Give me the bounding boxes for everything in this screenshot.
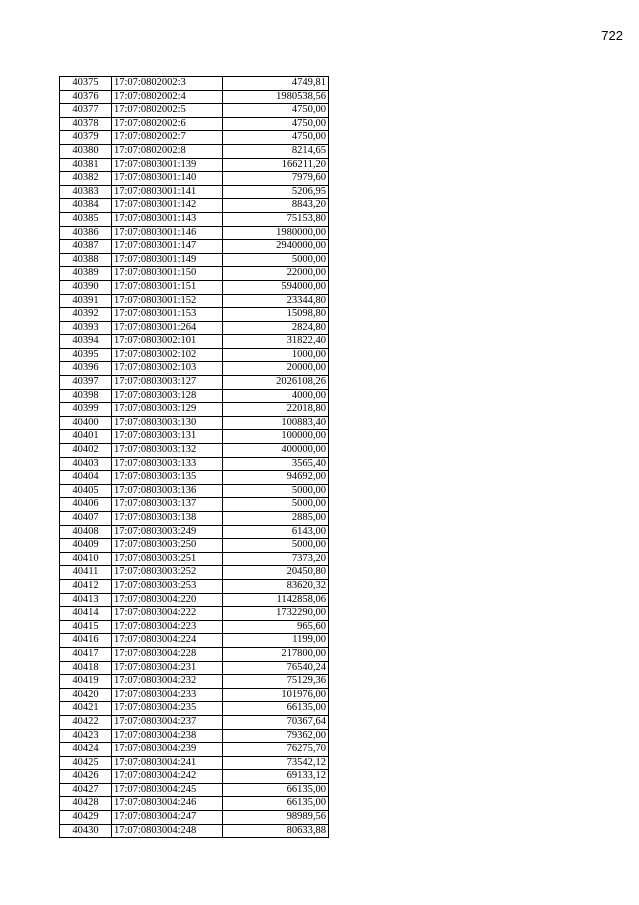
- table-row: [60, 308, 329, 322]
- row-number: 40376: [60, 90, 112, 104]
- table-row: [60, 484, 329, 498]
- cadastral-value: 7979,60: [223, 172, 329, 186]
- table-row: [60, 104, 329, 118]
- row-number: 40430: [60, 824, 112, 838]
- cadastral-number: 17:07:0803001:142: [112, 199, 223, 213]
- table-row: [60, 620, 329, 634]
- table-row: [60, 688, 329, 702]
- row-number: 40428: [60, 797, 112, 811]
- row-number: 40421: [60, 702, 112, 716]
- cadastral-number: 17:07:0803003:138: [112, 512, 223, 526]
- cadastral-number: 17:07:0803003:128: [112, 389, 223, 403]
- cadastral-value: 75129,36: [223, 675, 329, 689]
- table-row: [60, 566, 329, 580]
- table-row: [60, 185, 329, 199]
- table-row: [60, 416, 329, 430]
- table-body: [60, 77, 329, 838]
- table-row: [60, 389, 329, 403]
- table-row: [60, 797, 329, 811]
- table-row: [60, 675, 329, 689]
- table-row: [60, 661, 329, 675]
- cadastral-value: 75153,80: [223, 212, 329, 226]
- row-number: 40395: [60, 348, 112, 362]
- cadastral-value: 80633,88: [223, 824, 329, 838]
- cadastral-number: 17:07:0803001:146: [112, 226, 223, 240]
- cadastral-number: 17:07:0803001:139: [112, 158, 223, 172]
- row-number: 40377: [60, 104, 112, 118]
- cadastral-value: 31822,40: [223, 335, 329, 349]
- cadastral-number: 17:07:0803004:246: [112, 797, 223, 811]
- cadastral-value: 594000,00: [223, 280, 329, 294]
- cadastral-value: 1980538,56: [223, 90, 329, 104]
- table-row: [60, 376, 329, 390]
- cadastral-value: 66135,00: [223, 797, 329, 811]
- row-number: 40414: [60, 607, 112, 621]
- cadastral-value: 400000,00: [223, 444, 329, 458]
- cadastral-value: 1000,00: [223, 348, 329, 362]
- cadastral-number: 17:07:0802002:5: [112, 104, 223, 118]
- cadastral-value: 1980000,00: [223, 226, 329, 240]
- row-number: 40396: [60, 362, 112, 376]
- table-row: [60, 729, 329, 743]
- cadastral-number: 17:07:0803003:133: [112, 457, 223, 471]
- cadastral-value: 5000,00: [223, 539, 329, 553]
- table-row: [60, 444, 329, 458]
- table-row: [60, 158, 329, 172]
- table-row: [60, 77, 329, 91]
- row-number: 40381: [60, 158, 112, 172]
- cadastral-value: 70367,64: [223, 715, 329, 729]
- row-number: 40380: [60, 144, 112, 158]
- cadastral-value: 69133,12: [223, 770, 329, 784]
- cadastral-number: 17:07:0802002:7: [112, 131, 223, 145]
- cadastral-value: 83620,32: [223, 579, 329, 593]
- cadastral-number: 17:07:0803004:237: [112, 715, 223, 729]
- cadastral-number: 17:07:0803001:141: [112, 185, 223, 199]
- cadastral-number: 17:07:0803003:127: [112, 376, 223, 390]
- cadastral-value: 79362,00: [223, 729, 329, 743]
- row-number: 40410: [60, 552, 112, 566]
- table-row: [60, 702, 329, 716]
- cadastral-number: 17:07:0803001:151: [112, 280, 223, 294]
- cadastral-value: 8214,65: [223, 144, 329, 158]
- table-row: [60, 593, 329, 607]
- table-row: [60, 348, 329, 362]
- cadastral-number: 17:07:0803002:102: [112, 348, 223, 362]
- cadastral-number: 17:07:0802002:4: [112, 90, 223, 104]
- cadastral-value: 4750,00: [223, 117, 329, 131]
- row-number: 40375: [60, 77, 112, 91]
- row-number: 40387: [60, 240, 112, 254]
- cadastral-value: 4750,00: [223, 131, 329, 145]
- cadastral-value: 101976,00: [223, 688, 329, 702]
- row-number: 40403: [60, 457, 112, 471]
- cadastral-value: 73542,12: [223, 756, 329, 770]
- cadastral-value: 4000,00: [223, 389, 329, 403]
- row-number: 40426: [60, 770, 112, 784]
- cadastral-number: 17:07:0802002:6: [112, 117, 223, 131]
- cadastral-number: 17:07:0803004:235: [112, 702, 223, 716]
- row-number: 40394: [60, 335, 112, 349]
- table-row: [60, 552, 329, 566]
- row-number: 40423: [60, 729, 112, 743]
- row-number: 40425: [60, 756, 112, 770]
- cadastral-value: 66135,00: [223, 702, 329, 716]
- cadastral-number: 17:07:0803004:224: [112, 634, 223, 648]
- table-row: [60, 525, 329, 539]
- cadastral-value: 15098,80: [223, 308, 329, 322]
- row-number: 40391: [60, 294, 112, 308]
- table-row: [60, 824, 329, 838]
- row-number: 40399: [60, 403, 112, 417]
- table-row: [60, 321, 329, 335]
- row-number: 40419: [60, 675, 112, 689]
- cadastral-value: 217800,00: [223, 647, 329, 661]
- cadastral-value: 2940000,00: [223, 240, 329, 254]
- table-row: [60, 362, 329, 376]
- row-number: 40412: [60, 579, 112, 593]
- table-row: [60, 498, 329, 512]
- row-number: 40389: [60, 267, 112, 281]
- cadastral-number: 17:07:0803004:242: [112, 770, 223, 784]
- row-number: 40418: [60, 661, 112, 675]
- cadastral-number: 17:07:0803001:140: [112, 172, 223, 186]
- row-number: 40427: [60, 783, 112, 797]
- row-number: 40404: [60, 471, 112, 485]
- table-row: [60, 783, 329, 797]
- row-number: 40397: [60, 376, 112, 390]
- table-row: [60, 144, 329, 158]
- cadastral-value: 98989,56: [223, 811, 329, 825]
- table-row: [60, 335, 329, 349]
- cadastral-number: 17:07:0803001:152: [112, 294, 223, 308]
- table-row: [60, 634, 329, 648]
- cadastral-value: 8843,20: [223, 199, 329, 213]
- cadastral-value: 66135,00: [223, 783, 329, 797]
- row-number: 40382: [60, 172, 112, 186]
- cadastral-number: 17:07:0803001:150: [112, 267, 223, 281]
- row-number: 40417: [60, 647, 112, 661]
- row-number: 40416: [60, 634, 112, 648]
- table-row: [60, 430, 329, 444]
- table-row: [60, 770, 329, 784]
- cadastral-value: 23344,80: [223, 294, 329, 308]
- row-number: 40411: [60, 566, 112, 580]
- table-row: [60, 90, 329, 104]
- cadastral-number: 17:07:0803003:252: [112, 566, 223, 580]
- cadastral-value: 5000,00: [223, 253, 329, 267]
- cadastral-number: 17:07:0803003:130: [112, 416, 223, 430]
- cadastral-number: 17:07:0802002:3: [112, 77, 223, 91]
- cadastral-number: 17:07:0803004:239: [112, 743, 223, 757]
- table-row: [60, 172, 329, 186]
- cadastral-value: 5206,95: [223, 185, 329, 199]
- cadastral-table: [59, 76, 329, 838]
- cadastral-number: 17:07:0803001:147: [112, 240, 223, 254]
- cadastral-value: 1142858,06: [223, 593, 329, 607]
- row-number: 40408: [60, 525, 112, 539]
- cadastral-value: 5000,00: [223, 498, 329, 512]
- row-number: 40405: [60, 484, 112, 498]
- table-row: [60, 579, 329, 593]
- cadastral-value: 6143,00: [223, 525, 329, 539]
- row-number: 40400: [60, 416, 112, 430]
- cadastral-number: 17:07:0803001:264: [112, 321, 223, 335]
- row-number: 40398: [60, 389, 112, 403]
- table-row: [60, 512, 329, 526]
- cadastral-number: 17:07:0803002:103: [112, 362, 223, 376]
- table-row: [60, 240, 329, 254]
- cadastral-value: 2026108,26: [223, 376, 329, 390]
- cadastral-value: 20000,00: [223, 362, 329, 376]
- table-row: [60, 647, 329, 661]
- page-number: 722: [601, 28, 623, 43]
- table-row: [60, 811, 329, 825]
- cadastral-number: 17:07:0803004:231: [112, 661, 223, 675]
- cadastral-value: 20450,80: [223, 566, 329, 580]
- cadastral-number: 17:07:0803004:222: [112, 607, 223, 621]
- row-number: 40407: [60, 512, 112, 526]
- cadastral-value: 76540,24: [223, 661, 329, 675]
- table-row: [60, 253, 329, 267]
- table-row: [60, 212, 329, 226]
- row-number: 40393: [60, 321, 112, 335]
- cadastral-number: 17:07:0803003:131: [112, 430, 223, 444]
- table-row: [60, 131, 329, 145]
- cadastral-number: 17:07:0803003:249: [112, 525, 223, 539]
- table-row: [60, 267, 329, 281]
- cadastral-value: 1199,00: [223, 634, 329, 648]
- cadastral-number: 17:07:0803003:253: [112, 579, 223, 593]
- row-number: 40415: [60, 620, 112, 634]
- cadastral-number: 17:07:0803004:245: [112, 783, 223, 797]
- row-number: 40386: [60, 226, 112, 240]
- table-row: [60, 756, 329, 770]
- cadastral-value: 4750,00: [223, 104, 329, 118]
- cadastral-number: 17:07:0803004:248: [112, 824, 223, 838]
- row-number: 40409: [60, 539, 112, 553]
- row-number: 40429: [60, 811, 112, 825]
- cadastral-value: 7373,20: [223, 552, 329, 566]
- cadastral-number: 17:07:0803003:250: [112, 539, 223, 553]
- table-row: [60, 403, 329, 417]
- row-number: 40401: [60, 430, 112, 444]
- cadastral-value: 22018,80: [223, 403, 329, 417]
- table-row: [60, 471, 329, 485]
- cadastral-value: 2885,00: [223, 512, 329, 526]
- row-number: 40390: [60, 280, 112, 294]
- cadastral-value: 166211,20: [223, 158, 329, 172]
- table-row: [60, 607, 329, 621]
- cadastral-number: 17:07:0803001:143: [112, 212, 223, 226]
- table-row: [60, 226, 329, 240]
- cadastral-value: 1732290,00: [223, 607, 329, 621]
- cadastral-number: 17:07:0803003:132: [112, 444, 223, 458]
- cadastral-value: 76275,70: [223, 743, 329, 757]
- cadastral-value: 94692,00: [223, 471, 329, 485]
- row-number: 40383: [60, 185, 112, 199]
- table-row: [60, 117, 329, 131]
- table-row: [60, 199, 329, 213]
- cadastral-value: 100000,00: [223, 430, 329, 444]
- cadastral-value: 3565,40: [223, 457, 329, 471]
- cadastral-number: 17:07:0803004:241: [112, 756, 223, 770]
- cadastral-number: 17:07:0803001:149: [112, 253, 223, 267]
- cadastral-number: 17:07:0803004:220: [112, 593, 223, 607]
- row-number: 40392: [60, 308, 112, 322]
- table-row: [60, 280, 329, 294]
- row-number: 40420: [60, 688, 112, 702]
- cadastral-number: 17:07:0803001:153: [112, 308, 223, 322]
- row-number: 40385: [60, 212, 112, 226]
- row-number: 40379: [60, 131, 112, 145]
- cadastral-value: 22000,00: [223, 267, 329, 281]
- table-row: [60, 539, 329, 553]
- cadastral-number: 17:07:0803004:223: [112, 620, 223, 634]
- row-number: 40424: [60, 743, 112, 757]
- cadastral-number: 17:07:0803004:232: [112, 675, 223, 689]
- cadastral-number: 17:07:0803004:238: [112, 729, 223, 743]
- row-number: 40406: [60, 498, 112, 512]
- cadastral-number: 17:07:0803002:101: [112, 335, 223, 349]
- cadastral-value: 5000,00: [223, 484, 329, 498]
- table-row: [60, 743, 329, 757]
- cadastral-value: 100883,40: [223, 416, 329, 430]
- row-number: 40378: [60, 117, 112, 131]
- cadastral-number: 17:07:0803004:228: [112, 647, 223, 661]
- cadastral-number: 17:07:0803003:136: [112, 484, 223, 498]
- cadastral-value: 2824,80: [223, 321, 329, 335]
- row-number: 40413: [60, 593, 112, 607]
- row-number: 40388: [60, 253, 112, 267]
- table-row: [60, 457, 329, 471]
- table-row: [60, 294, 329, 308]
- cadastral-number: 17:07:0803003:251: [112, 552, 223, 566]
- row-number: 40402: [60, 444, 112, 458]
- cadastral-number: 17:07:0803004:233: [112, 688, 223, 702]
- row-number: 40422: [60, 715, 112, 729]
- cadastral-value: 965,60: [223, 620, 329, 634]
- row-number: 40384: [60, 199, 112, 213]
- cadastral-number: 17:07:0802002:8: [112, 144, 223, 158]
- cadastral-number: 17:07:0803003:137: [112, 498, 223, 512]
- table-row: [60, 715, 329, 729]
- cadastral-number: 17:07:0803003:135: [112, 471, 223, 485]
- cadastral-number: 17:07:0803004:247: [112, 811, 223, 825]
- cadastral-value: 4749,81: [223, 77, 329, 91]
- cadastral-number: 17:07:0803003:129: [112, 403, 223, 417]
